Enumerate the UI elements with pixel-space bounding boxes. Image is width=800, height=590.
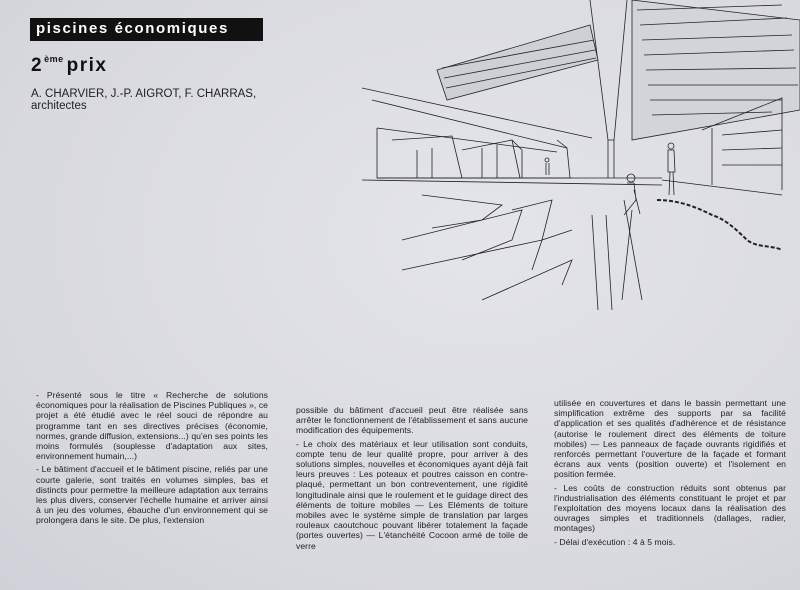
prize-word: prix [66,55,108,76]
text-column-2 [296,405,528,554]
section-banner: piscines économiques [30,18,263,41]
paragraph: - Les coûts de construction réduits sont obtenus par l'industrialisation des éléments constituant le projet et par l'exploitation des moyens locaux dans la réalisation des ouvrages simples et traditionnels (dallages, radier, montages) [554,482,786,534]
text-column-3 [554,398,786,550]
paragraph: - Délai d'exécution : 4 à 5 mois. [554,536,676,547]
authors-names: A. CHARVIER, J.-P. AIGROT, F. CHARRAS, [31,88,257,100]
pool-perspective-sketch [362,0,800,320]
paragraph: - Présenté sous le titre « Recherche de solutions économiques pour la réalisation de Piscines Publiques », ce projet a été étudié avec le réel souci de répondre au programme tant en ses directives précises (économie, normes, grande diffusion, extensions...) qu'en ses points les moins formulés (souplesse d'adaptation aux sites, environnement humain,...) [36,390,268,462]
paragraph: utilisée en couvertures et dans le bassin permettant une simplification extrême des supports par sa facilité d'application et ses qualités d'adhérence et de résistance (autorise le roulement direct des éléments de toiture mobiles) — Les panneaux de façade ouvrants rigidifiés et renforcés permettant l'ouverture de la façade et formant écrans aux vents (position ouverte) et l'isolement en position fermée. [554,398,786,480]
prize-superscript: ème [44,54,64,64]
prize-title [31,54,107,77]
authors-role: architectes [31,100,87,112]
paragraph: possible du bâtiment d'accueil peut être réalisée sans arrêter le fonctionnement de l'établissement et sans aucune modification des équipements. [296,405,528,436]
text-column-1 [36,390,268,529]
authors [31,88,256,112]
paragraph: - Le choix des matériaux et leur utilisation sont conduits, compte tenu de leur qualité propre, pour arriver à des solutions simples, nouvelles et économiques ayant déjà fait leurs preuves : Les poteaux et poutres caisson en contre-plaqué, permettant un bon contreventement, une rigidité longitudinale ainsi que le roulement et le guidage direct des éléments de toiture mobiles — Les Eléments de toiture mobiles avec le système simple de translation par larges rouleaux caoutchouc pouvant libérer totalement la façade (portes ouvertes) — L'étanchéité Cocoon armé de toile de verre [296,438,528,551]
paragraph: - Le bâtiment d'accueil et le bâtiment piscine, reliés par une courte galerie, sont traités en volumes simples, bas et distincts pour permettre la meilleure adaptation aux terrains les plus divers, conserver l'échelle humaine et arriver ainsi à un jeu des volumes, ébauche d'un environnement qui se prolongera dans le site. De plus, l'extension [36,464,268,526]
prize-number: 2 [31,55,44,76]
